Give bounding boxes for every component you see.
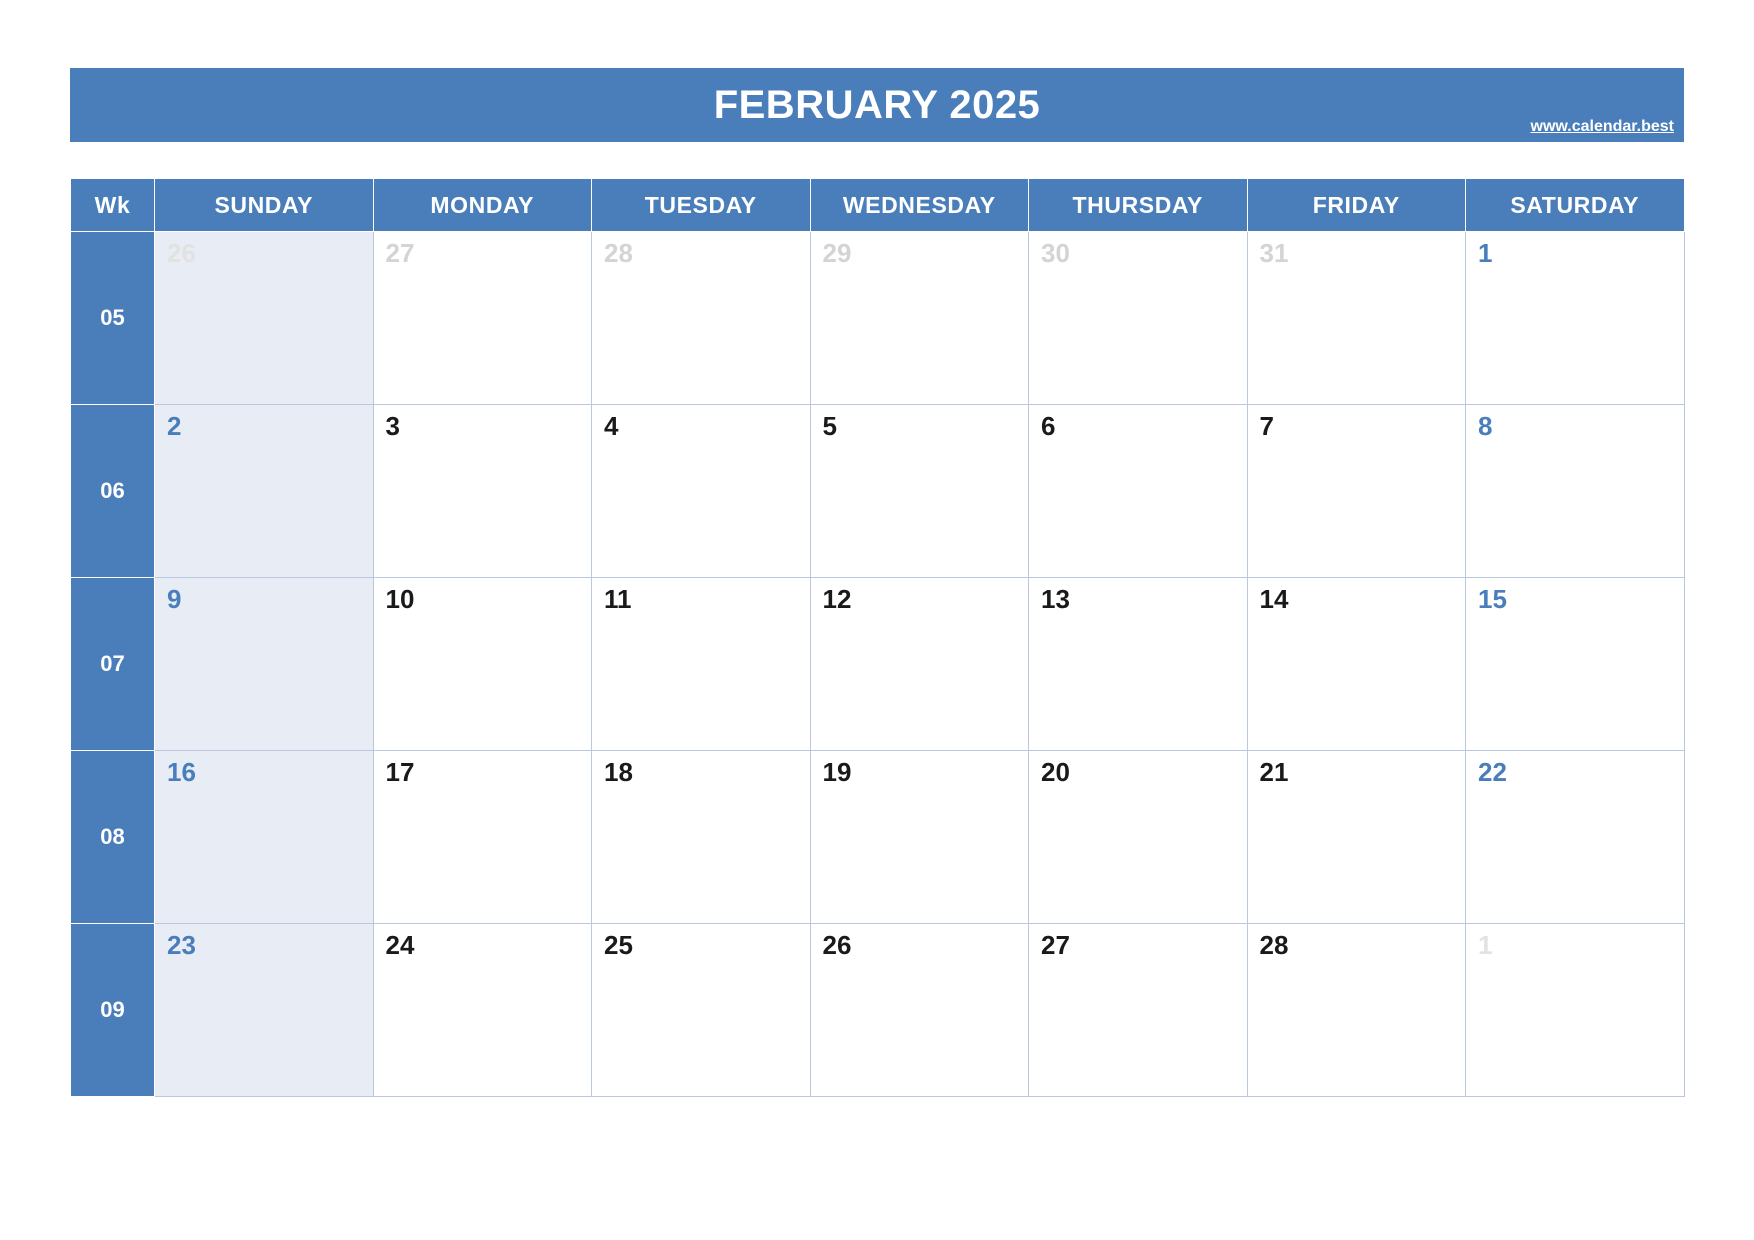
calendar-title-bar: [70, 68, 1684, 142]
day-cell[interactable]: [1029, 751, 1248, 924]
day-number: 12: [822, 584, 852, 614]
day-cell[interactable]: [592, 232, 811, 405]
day-cell[interactable]: [1466, 578, 1685, 751]
day-number: 29: [822, 238, 852, 268]
week-number-cell: 09: [71, 924, 155, 1097]
day-number: 27: [1041, 930, 1070, 960]
calendar-table: [70, 178, 1685, 1097]
day-number: 30: [1041, 238, 1070, 268]
day-number: 1: [1478, 238, 1493, 268]
day-cell[interactable]: [373, 924, 592, 1097]
day-cell[interactable]: [1029, 578, 1248, 751]
day-number: 25: [604, 930, 633, 960]
day-number: 1: [1478, 930, 1493, 960]
day-cell[interactable]: [1247, 405, 1466, 578]
week-number-cell: 08: [71, 751, 155, 924]
day-cell[interactable]: [155, 924, 374, 1097]
day-number: 2: [167, 411, 182, 441]
week-number-cell: 05: [71, 232, 155, 405]
day-cell[interactable]: [373, 405, 592, 578]
day-number: 21: [1259, 757, 1289, 787]
day-number: 23: [167, 930, 196, 960]
day-cell[interactable]: [592, 578, 811, 751]
website-link[interactable]: www.calendar.best: [1530, 118, 1674, 135]
day-cell[interactable]: [1247, 232, 1466, 405]
week-number-cell: 06: [71, 405, 155, 578]
day-number: 16: [167, 757, 196, 787]
day-number: 20: [1041, 757, 1070, 787]
day-cell[interactable]: [1466, 232, 1685, 405]
day-number: 15: [1478, 584, 1507, 614]
day-number: 27: [385, 238, 415, 268]
calendar-week-row: [71, 578, 1685, 751]
page-title: FEBRUARY 2025: [713, 82, 1041, 127]
day-cell[interactable]: [1029, 232, 1248, 405]
calendar-body: [71, 232, 1685, 1097]
calendar-header-row: [71, 179, 1685, 232]
day-cell[interactable]: [155, 405, 374, 578]
week-number-cell: 07: [71, 578, 155, 751]
day-cell[interactable]: [1247, 924, 1466, 1097]
day-cell[interactable]: [373, 578, 592, 751]
column-header-thursday: THURSDAY: [1029, 179, 1248, 232]
day-number: 7: [1259, 411, 1274, 441]
day-cell[interactable]: [810, 232, 1029, 405]
day-cell[interactable]: [592, 405, 811, 578]
day-number: 4: [604, 411, 619, 441]
day-number: 26: [167, 238, 196, 268]
column-header-friday: FRIDAY: [1247, 179, 1466, 232]
calendar-week-row: [71, 232, 1685, 405]
day-number: 8: [1478, 411, 1493, 441]
day-number: 5: [822, 411, 837, 441]
day-number: 11: [604, 584, 632, 614]
day-cell[interactable]: [810, 924, 1029, 1097]
day-number: 9: [167, 584, 182, 614]
column-header-monday: MONDAY: [373, 179, 592, 232]
calendar-week-row: [71, 924, 1685, 1097]
column-header-tuesday: TUESDAY: [592, 179, 811, 232]
day-cell[interactable]: [1466, 751, 1685, 924]
day-cell[interactable]: [592, 751, 811, 924]
day-number: 28: [1259, 930, 1289, 960]
day-number: 18: [604, 757, 633, 787]
day-cell[interactable]: [373, 751, 592, 924]
day-number: 6: [1041, 411, 1056, 441]
day-cell[interactable]: [1029, 924, 1248, 1097]
day-cell[interactable]: [155, 578, 374, 751]
day-cell[interactable]: [810, 405, 1029, 578]
day-number: 22: [1478, 757, 1507, 787]
day-number: 17: [385, 757, 415, 787]
day-number: 26: [822, 930, 852, 960]
day-number: 14: [1259, 584, 1289, 614]
day-cell[interactable]: [810, 578, 1029, 751]
day-cell[interactable]: [592, 924, 811, 1097]
day-cell[interactable]: [1029, 405, 1248, 578]
day-cell[interactable]: [1466, 924, 1685, 1097]
day-number: 28: [604, 238, 633, 268]
day-cell[interactable]: [155, 232, 374, 405]
calendar-week-row: [71, 751, 1685, 924]
column-header-wednesday: WEDNESDAY: [810, 179, 1029, 232]
day-number: 19: [822, 757, 852, 787]
day-number: 13: [1041, 584, 1070, 614]
calendar-week-row: [71, 405, 1685, 578]
day-cell[interactable]: [155, 751, 374, 924]
day-number: 10: [385, 584, 415, 614]
day-cell[interactable]: [1247, 578, 1466, 751]
day-cell[interactable]: [1247, 751, 1466, 924]
day-number: 3: [385, 411, 400, 441]
day-cell[interactable]: [1466, 405, 1685, 578]
column-header-sunday: SUNDAY: [155, 179, 374, 232]
column-header-week: Wk: [71, 179, 155, 232]
column-header-saturday: SATURDAY: [1466, 179, 1685, 232]
day-number: 24: [385, 930, 415, 960]
day-cell[interactable]: [373, 232, 592, 405]
day-number: 31: [1259, 238, 1289, 268]
day-cell[interactable]: [810, 751, 1029, 924]
